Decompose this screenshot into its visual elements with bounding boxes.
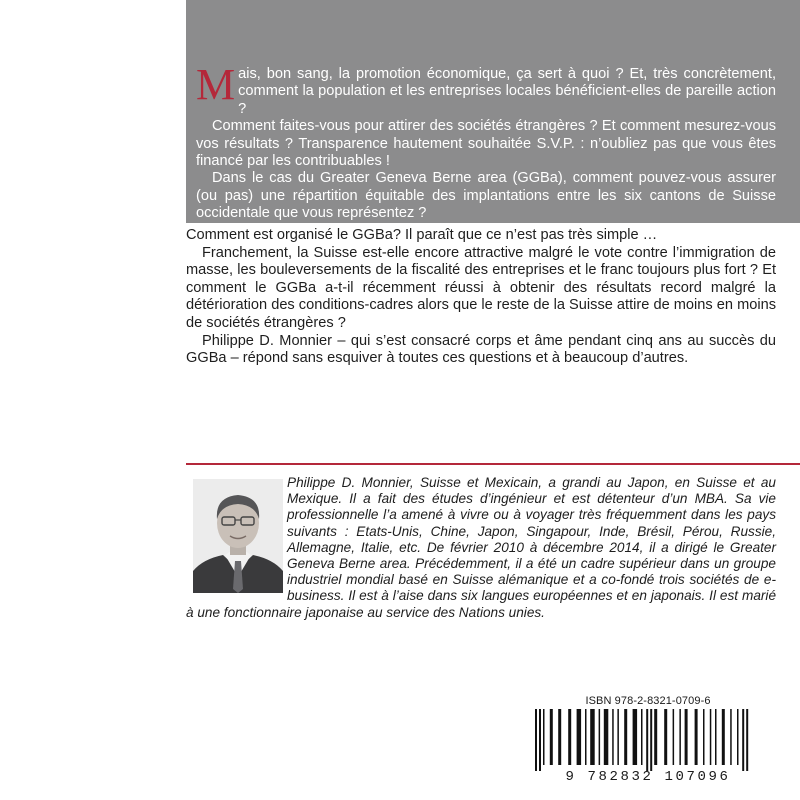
author-bio — [186, 475, 776, 621]
intro-paragraph-1-text: ais, bon sang, la promotion économique, ça sert à quoi ? Et, très concrètement, comment la population et les entreprises locales bénéficient-elles de pareille action ? — [238, 66, 776, 117]
bio-photo-spacer — [186, 475, 287, 603]
barcode-bar — [539, 709, 541, 771]
barcode-bar — [746, 709, 748, 771]
barcode-bar — [737, 709, 739, 765]
barcode-bar — [715, 709, 717, 765]
barcode-bar — [641, 709, 643, 765]
barcode-bar — [730, 709, 732, 765]
intro-paragraph-2: Comment faites-vous pour attirer des sociétés étrangères ? Et comment mesurez-vous vos résultats ? Transparence hautement souhaitée S.V.P. : n’oubliez pas que vous êtes financé par les contribuables ! — [196, 118, 776, 170]
barcode-bar — [577, 709, 582, 765]
barcode-bar — [558, 709, 561, 765]
barcode-bar — [612, 709, 614, 765]
barcode-bar — [679, 709, 681, 765]
intro-paragraph-3: Dans le cas du Greater Geneva Berne area (GGBa), comment pouvez-vous assurer (ou pas) une répartition équitable des implantations entre les six cantons de Suisse occidentale que vous représentez ? — [196, 170, 776, 222]
barcode-bar — [664, 709, 667, 765]
isbn-barcode — [507, 695, 789, 785]
barcode-bar — [543, 709, 545, 765]
description-text — [186, 227, 776, 368]
section-divider — [186, 463, 800, 465]
author-bio-text: Philippe D. Monnier, Suisse et Mexicain, a grandi au Japon, en Suisse et au Mexique. Il a fait des études d’ingénieur et est détenteur d’un MBA. Sa vie professionnelle l’a amené à vivre ou à voyager très fréquemment dans les pays suivants : Etats-Unis, Chine, Japon, Singapour, Inde, Brésil, Pérou, Russie, Allemagne, Italie, etc. De février 2010 à décembre 2014, il a dirigé le Greater Geneva Berne area. Précédemment, il a été un cadre supérieur dans un groupe industriel mondial basé en Suisse alémanique et a co-fondé trois sociétés de e-business. Il est à l’aise dans six langues européennes et en japonais. Il est marié à une fonctionnaire japonaise au service des Nations unies. — [186, 475, 776, 620]
barcode-bar — [742, 709, 744, 771]
barcode-bar — [654, 709, 657, 765]
isbn-digits: 9 782832 107096 — [565, 769, 731, 785]
intro-text — [196, 60, 776, 223]
drop-cap: M — [196, 60, 236, 109]
barcode-bar — [535, 709, 537, 771]
barcode-bars — [533, 709, 763, 771]
barcode-bar — [695, 709, 698, 765]
barcode-bar — [550, 709, 553, 765]
barcode-bar — [633, 709, 638, 765]
description-paragraph-3: Philippe D. Monnier – qui s’est consacré corps et âme pendant cinq ans au succès du GGBa – répond sans esquiver à toutes ces questions et à beaucoup d’autres. — [186, 332, 776, 367]
barcode-bar — [646, 709, 648, 771]
barcode-bar — [673, 709, 675, 765]
barcode-bar — [650, 709, 652, 771]
barcode-bar — [722, 709, 725, 765]
barcode-bar — [617, 709, 619, 765]
description-paragraph-1: Comment est organisé le GGBa? Il paraît que ce n’est pas très simple … — [186, 227, 658, 243]
barcode-bar — [590, 709, 595, 765]
barcode-bar — [685, 709, 688, 765]
barcode-bar — [624, 709, 627, 765]
barcode-bar — [568, 709, 571, 765]
description-paragraph-2: Franchement, la Suisse est-elle encore attractive malgré le vote contre l’immigration de masse, les bouleversements de la fiscalité des entreprises et le franc toujours plus fort ? Et comment le GGBa a-t-il récemment réussi à obtenir des résultats record malgré la détérioration des conditions-cadres alors que le reste de la Suisse attire de moins en moins de sociétés étrangères ? — [186, 244, 776, 331]
barcode-bar — [604, 709, 609, 765]
barcode-bar — [599, 709, 601, 765]
isbn-label: ISBN 978-2-8321-0709-6 — [585, 695, 711, 707]
barcode-bar — [710, 709, 712, 765]
barcode-bar — [585, 709, 587, 765]
barcode-bar — [703, 709, 705, 765]
intro-paragraph-1 — [196, 60, 776, 118]
